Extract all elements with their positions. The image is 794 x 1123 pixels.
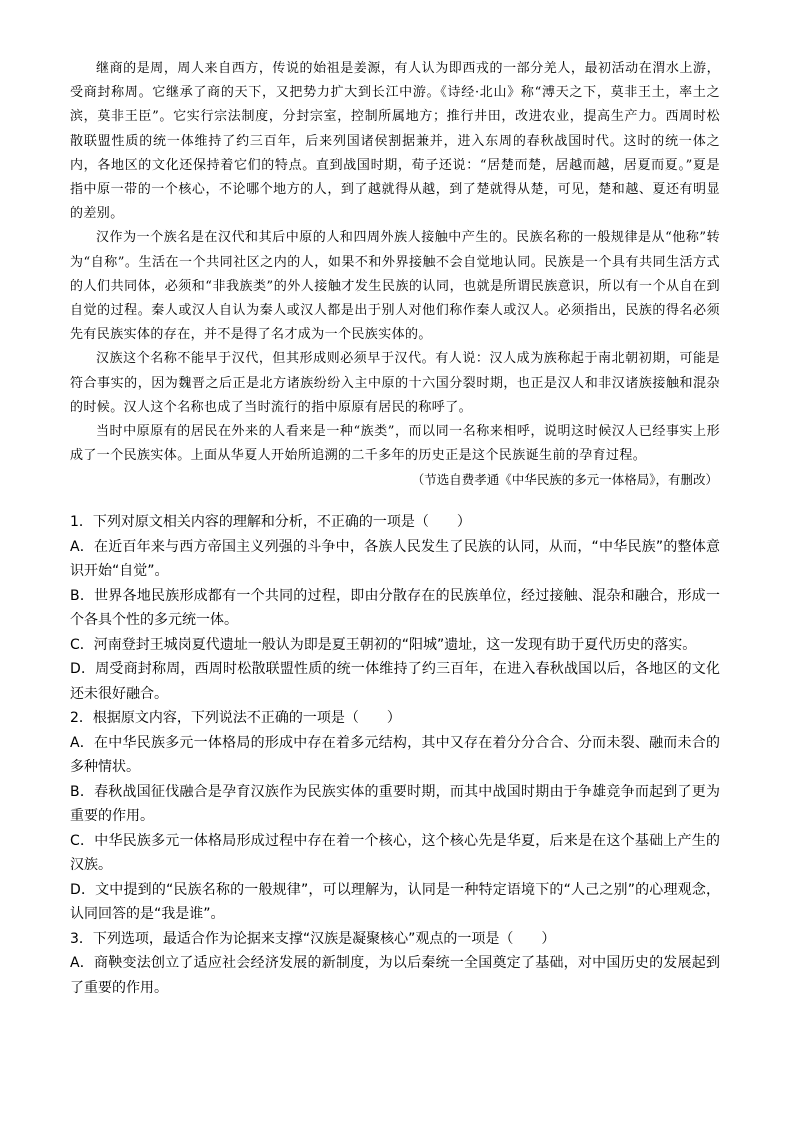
option-c: C．中华民族多元一体格局形成过程中存在着一个核心，这个核心先是华夏，后来是在这个基础上产生的汉族。 — [70, 832, 720, 873]
question-stem: 3．下列选项，最适合作为论据来支撑“汉族是凝聚核心”观点的一项是（ ） — [70, 930, 556, 947]
passage-paragraph-1: 继商的是周，周人来自西方，传说的始祖是姜源，有人认为即西戎的一部分羌人，最初活动在渭水上游，受商封称周。它继承了商的天下，又把势力扩大到长江中游。《诗经·北山》称“溥天之下，莫非王土，率土之滨，莫非王臣”。它实行宗法制度，分封宗室，控制所属地方；推行井田，改进农业，提高生产力。西周时松散联盟性质的统一体维持了约三百年，后来列国诸侯割据兼并，进入东周的春秋战国时代。这时的统一体之内，各地区的文化还保持着它们的特点。直到战国时期，荀子还说：“居楚而楚，居越而越，居夏而夏。”夏是指中原一带的一个核心，不论哪个地方的人，到了越就得从越，到了楚就得从楚，可见，楚和越、夏还有明显的差别。 — [70, 61, 720, 222]
passage-source-note: （节选自费孝通《中华民族的多元一体格局》，有删改） — [411, 472, 718, 488]
question-stem: 1．下列对原文相关内容的理解和分析，不正确的一项是（ ） — [70, 514, 471, 530]
option-a: A．商鞅变法创立了适应社会经济发展的新制度，为以后秦统一全国奠定了基础，对中国历史的发展起到了重要的作用。 — [70, 955, 720, 996]
question-list — [70, 510, 720, 1000]
question-3 — [70, 927, 720, 1001]
passage-paragraph-2: 汉作为一个族名是在汉代和其后中原的人和四周外族人接触中产生的。民族名称的一般规律是从“他称”转为“自称”。生活在一个共同社区之内的人，如果不和外界接触不会自觉地认同。民族是一个具有共同生活方式的人们共同体，必须和“非我族类”的外人接触才发生民族的认同，也就是所谓民族意识，所以有一个从自在到自觉的过程。秦人或汉人自认为秦人或汉人都是出于别人对他们称作秦人或汉人。必须指出，民族的得名必须先有民族实体的存在，并不是得了名才成为一个民族实体的。 — [70, 230, 720, 343]
question-2 — [70, 706, 720, 927]
option-b: B．春秋战国征伐融合是孕育汉族作为民族实体的重要时期，而其中战国时期由于争雄竞争而起到了更为重要的作用。 — [70, 783, 720, 824]
option-d: D．文中提到的“民族名称的一般规律”，可以理解为，认同是一种特定语境下的“人己之别”的心理观念，认同回答的是“我是谁”。 — [70, 881, 720, 922]
reading-passage — [70, 57, 720, 492]
option-a: A．在近百年来与西方帝国主义列强的斗争中，各族人民发生了民族的认同，从而，“中华民族”的整体意识开始“自觉”。 — [70, 538, 720, 579]
question-1 — [70, 510, 720, 706]
passage-paragraph-4: 当时中原原有的居民在外来的人看来是一种“族类”，而以同一名称来相呼，说明这时候汉人已经事实上形成了一个民族实体。上面从华夏人开始所追溯的二千多年的历史正是这个民族诞生前的孕育过程。 — [70, 424, 720, 464]
option-d: D．周受商封称周，西周时松散联盟性质的统一体维持了约三百年，在进入春秋战国以后，各地区的文化还未很好融合。 — [70, 661, 720, 702]
passage-paragraph-3: 汉族这个名称不能早于汉代，但其形成则必须早于汉代。有人说：汉人成为族称起于南北朝初期，可能是符合事实的，因为魏晋之后正是北方诸族纷纷入主中原的十六国分裂时期，也正是汉人和非汉诸族接触和混杂的时候。汉人这个名称也成了当时流行的指中原原有居民的称呼了。 — [70, 351, 720, 415]
option-a: A．在中华民族多元一体格局的形成中存在着多元结构，其中又存在着分分合合、分而未裂、融而未合的多种情状。 — [70, 734, 720, 775]
option-b: B．世界各地民族形成都有一个共同的过程，即由分散存在的民族单位，经过接触、混杂和融合，形成一个各具个性的多元统一体。 — [70, 587, 720, 628]
option-c: C．河南登封王城岗夏代遗址一般认为即是夏王朝初的“阳城”遗址，这一发现有助于夏代历史的落实。 — [70, 636, 697, 653]
question-stem: 2．根据原文内容，下列说法不正确的一项是（ ） — [70, 710, 401, 726]
